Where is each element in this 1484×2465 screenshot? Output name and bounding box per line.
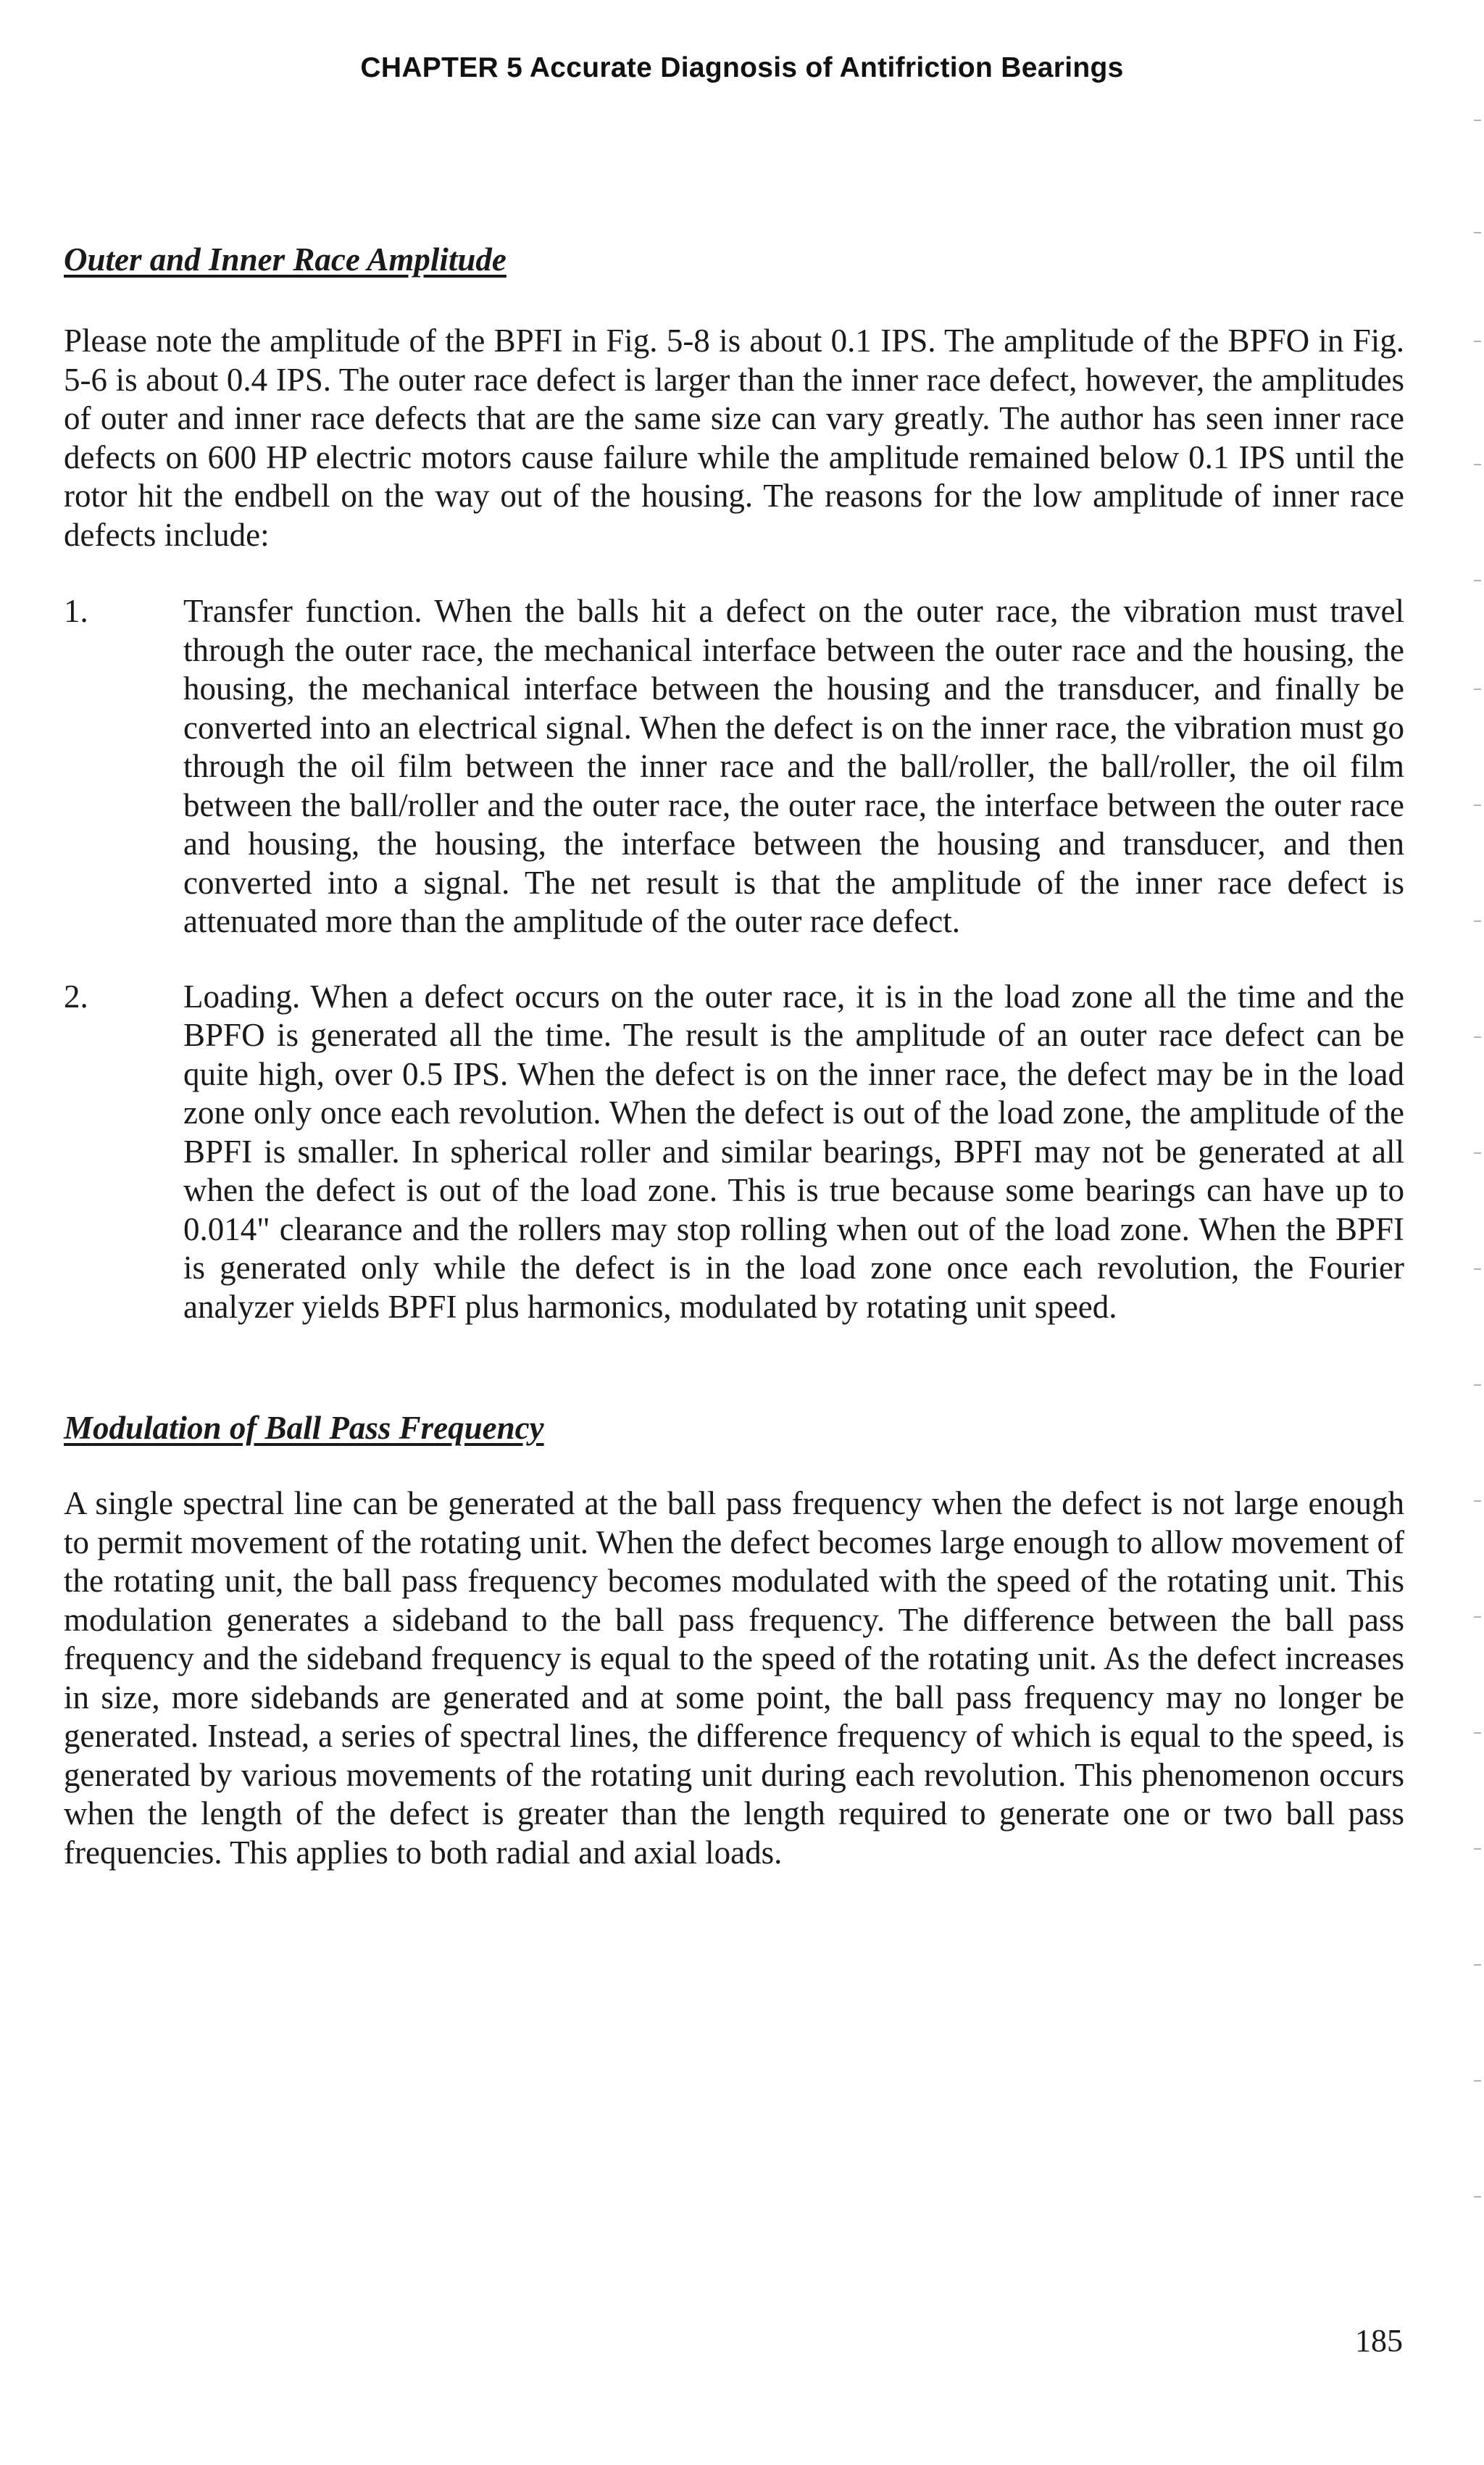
edge-tick xyxy=(1474,232,1481,233)
edge-tick xyxy=(1474,464,1481,465)
list-number: 1. xyxy=(64,593,88,629)
list-item-transfer-function xyxy=(64,592,1404,941)
list-number: 2. xyxy=(64,978,88,1015)
edge-tick xyxy=(1474,1152,1481,1154)
edge-tick xyxy=(1474,1500,1481,1502)
list-item-text: Transfer function. When the balls hit a defect on the outer race, the vibration must travel through the outer race, the mechanical interface between the outer race and the housing, the housing, the mechanical interface between the housing and the transducer, and finally be converted into an electrical signal. When the defect is on the inner race, the vibration must go through the oil film between the inner race and the ball/roller, the ball/roller, the oil film between the ball/roller and the outer race, the outer race, the interface between the outer race and housing, the housing, the interface between the housing and transducer, and then converted into a signal. The net result is that the amplitude of the inner race defect is attenuated more than the amplitude of the outer race defect. xyxy=(183,593,1404,939)
section-heading-modulation: Modulation of Ball Pass Frequency xyxy=(64,1410,544,1446)
paragraph-race-amplitude: Please note the amplitude of the BPFI in Fig. 5-8 is about 0.1 IPS. The amplitude of the BPFO in Fig. 5-6 is about 0.4 IPS. The outer race defect is larger than the inner race defect, however, the amplitudes of outer and inner race defects that are the same size can vary greatly. The author has seen inner race defects on 600 HP electric motors cause failure while the amplitude remained below 0.1 IPS until the rotor hit the endbell on the way out of the housing. The reasons for the low amplitude of inner race defects include: xyxy=(64,323,1404,553)
scan-edge-marks xyxy=(1470,0,1484,2465)
edge-tick xyxy=(1474,341,1481,342)
paragraph-modulation: A single spectral line can be generated at the ball pass frequency when the defect is not large enough to permit movement of the rotating unit. When the defect becomes large enough to allow movement of the rotating unit, the ball pass frequency becomes modulated with the speed of the rotating unit. This modulation generates a sideband to the ball pass frequency. The difference between the ball pass frequency and the sideband frequency is equal to the speed of the rotating unit. As the defect increases in size, more sidebands are generated and at some point, the ball pass frequency may no longer be generated. Instead, a series of spectral lines, the difference frequency of which is equal to the speed, is generated by various movements of the rotating unit during each revolution. This phenomenon occurs when the length of the defect is greater than the length required to generate one or two ball pass frequencies. This applies to both radial and axial loads. xyxy=(64,1485,1404,1871)
section-heading-race-amplitude: Outer and Inner Race Amplitude xyxy=(64,241,507,278)
edge-tick xyxy=(1474,920,1481,922)
list-item-text: Loading. When a defect occurs on the outer race, it is in the load zone all the time and the BPFO is generated all the time. The result is the amplitude of an outer race defect can be quite high, over 0.5 IPS. When the defect is on the inner race, the defect may be in the load zone only once each revolution. When the defect is out of the load zone, the amplitude of the BPFI is smaller. In spherical roller and similar bearings, BPFI may not be generated at all when the defect is out of the load zone. This is true because some bearings can have up to 0.014" clearance and the rollers may stop rolling when out of the load zone. When the BPFI is generated only while the defect is in the load zone once each revolution, the Fourier analyzer yields BPFI plus harmonics, modulated by rotating unit speed. xyxy=(183,978,1404,1325)
edge-tick xyxy=(1474,2196,1481,2198)
edge-tick xyxy=(1474,2080,1481,2082)
edge-tick xyxy=(1474,1268,1481,1270)
edge-tick xyxy=(1474,580,1481,581)
edge-tick xyxy=(1474,1964,1481,1966)
chapter-header: CHAPTER 5 Accurate Diagnosis of Antifriction Bearings xyxy=(360,52,1124,83)
edge-tick xyxy=(1474,805,1481,806)
edge-tick xyxy=(1474,1384,1481,1386)
edge-tick xyxy=(1474,1848,1481,1850)
edge-tick xyxy=(1474,1036,1481,1038)
edge-tick xyxy=(1474,120,1481,121)
page-number: 185 xyxy=(1355,2323,1403,2358)
edge-tick xyxy=(1474,1616,1481,1618)
page-body xyxy=(64,239,1404,1872)
edge-tick xyxy=(1474,689,1481,690)
list-item-loading xyxy=(64,978,1404,1327)
edge-tick xyxy=(1474,1732,1481,1734)
